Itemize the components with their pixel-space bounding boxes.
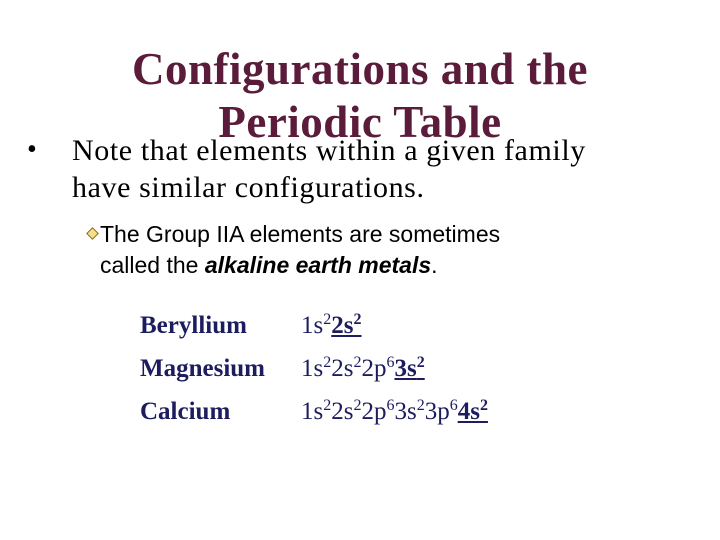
slide-title-line-2: Periodic Table [218, 97, 502, 147]
main-bullet-line-2: have similar configurations. [72, 171, 425, 204]
electron-count: 2 [323, 354, 332, 371]
orbital-label: 2p [361, 398, 387, 425]
electron-configuration [301, 352, 425, 386]
bullet-dot-icon: • [27, 134, 37, 165]
sub-bullet-line-2 [100, 250, 500, 281]
orbital-term [361, 398, 394, 425]
sub-bullet-text [100, 219, 500, 281]
orbital-term [425, 398, 458, 425]
sub-bullet-prefix: called the [100, 252, 205, 278]
electron-count: 2 [479, 397, 488, 414]
electron-count: 2 [353, 311, 362, 328]
sub-bullet-line-1: The Group IIA elements are sometimes [100, 221, 501, 247]
element-name: Magnesium [140, 355, 265, 382]
orbital-term [301, 398, 331, 425]
element-name: Calcium [140, 398, 231, 425]
electron-count: 2 [353, 397, 362, 414]
electron-configuration [301, 395, 488, 429]
electron-count: 6 [386, 397, 395, 414]
orbital-term [301, 355, 331, 382]
electron-count: 2 [323, 397, 332, 414]
orbital-label: 2s [331, 355, 354, 382]
orbital-label: 2p [361, 355, 387, 382]
orbital-term [331, 398, 361, 425]
orbital-label: 2s [331, 398, 354, 425]
orbital-label: 1s [301, 398, 324, 425]
electron-count: 2 [353, 354, 362, 371]
valence-orbital-term [394, 355, 424, 382]
electron-count: 2 [416, 354, 425, 371]
orbital-label: 1s [301, 312, 324, 339]
sub-bullet-suffix: . [431, 252, 438, 278]
electron-configuration [301, 309, 361, 343]
orbital-term [331, 355, 361, 382]
orbital-label: 2s [331, 312, 354, 339]
orbital-term [301, 312, 331, 339]
orbital-label: 1s [301, 355, 324, 382]
valence-orbital-term [331, 312, 361, 339]
main-bullet-line-1: Note that elements within a given family [72, 134, 586, 167]
orbital-term [394, 398, 424, 425]
main-bullet-text [72, 132, 586, 206]
slide-title-line-1: Configurations and the [131, 44, 589, 94]
alkaline-earth-metals-term: alkaline earth metals [204, 252, 432, 278]
orbital-label: 3p [424, 398, 450, 425]
electron-count: 2 [416, 397, 425, 414]
element-name: Beryllium [140, 312, 247, 339]
diamond-bullet-icon [86, 227, 99, 240]
valence-orbital-term [458, 398, 488, 425]
electron-count: 2 [323, 311, 332, 328]
orbital-term [361, 355, 394, 382]
electron-count: 6 [449, 397, 458, 414]
orbital-label: 3s [394, 398, 417, 425]
electron-count: 6 [386, 354, 395, 371]
orbital-label: 4s [457, 398, 480, 425]
orbital-label: 3s [394, 355, 417, 382]
